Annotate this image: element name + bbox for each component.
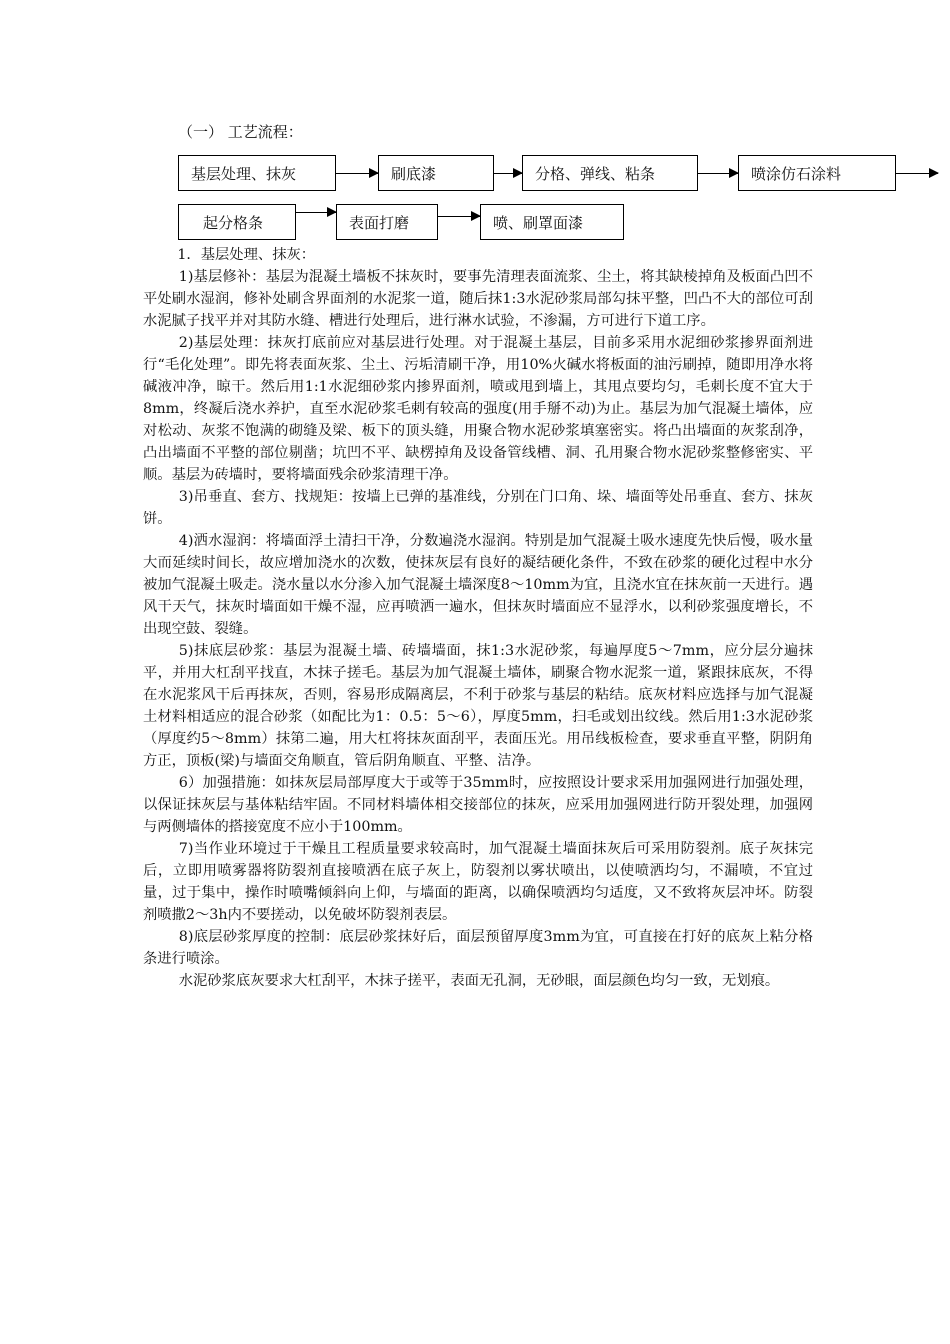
paragraph: 6）加强措施：如抹灰层局部厚度大于或等于35mm时，应按照设计要求采用加强网进行加强处理，以保证抹灰层与基体粘结牢固。不同材料墙体相交接部位的抹灰，应采用加强网进行防开裂处理，加强网与两侧墙体的搭接宽度不应小于100mm。: [143, 775, 813, 835]
paragraph: 水泥砂浆底灰要求大杠刮平，木抹子搓平，表面无孔洞，无砂眼，面层颜色均匀一致，无划痕。: [178, 973, 780, 989]
flow-arrow: [896, 173, 938, 174]
flow-step-2: 刷底漆: [378, 155, 494, 191]
process-flowchart: [0, 0, 950, 260]
flow-arrow: [698, 173, 738, 174]
flow-step-7: 喷、刷罩面漆: [480, 204, 624, 240]
section-title: （一） 工艺流程：: [178, 123, 303, 141]
flow-arrow: [438, 216, 480, 217]
subsection-heading: 1．基层处理、抹灰：: [177, 247, 316, 263]
paragraph: 2)基层处理：抹灰打底前应对基层进行处理。对于混凝土基层，目前多采用水泥细砂浆掺界面剂进行“毛化处理”。即先将表面灰浆、尘土、污垢清刷干净，用10%火碱水将板面的油污刷掉，随即用净水将碱液冲净，晾干。然后用1:1水泥细砂浆内掺界面剂，喷或甩到墙上，其甩点要均匀，毛刺长度不宜大于8mm，终凝后浇水养护，直至水泥砂浆毛刺有较高的强度(用手掰不动)为止。基层为加气混凝土墙体，应对松动、灰浆不饱满的砌缝及梁、板下的顶头缝，用聚合物水泥砂浆填塞密实。将凸出墙面的灰浆刮净，凸出墙面不平整的部位剔凿；坑凹不平、缺楞掉角及设备管线槽、洞、孔用聚合物水泥砂浆整修密实、平顺。基层为砖墙时，要将墙面残余砂浆清理干净。: [143, 335, 813, 483]
paragraph: 4)洒水湿润：将墙面浮土清扫干净，分数遍浇水湿润。特别是加气混凝土吸水速度先快后慢，吸水量大而延续时间长，故应增加浇水的次数，使抹灰层有良好的凝结硬化条件，不致在砂浆的硬化过程中水分被加气混凝土吸走。浇水量以水分渗入加气混凝土墙深度8～10mm为宜，且浇水宜在抹灰前一天进行。遇风干天气，抹灰时墙面如干燥不湿，应再喷洒一遍水，但抹灰时墙面应不显浮水，以利砂浆强度增长，不出现空鼓、裂缝。: [143, 533, 813, 637]
flow-step-1: 基层处理、抹灰: [178, 155, 336, 191]
document-body: [143, 244, 813, 992]
paragraph: 1)基层修补：基层为混凝土墙板不抹灰时，要事先清理表面流浆、尘土，将其缺棱掉角及板面凸凹不平处刷水湿润，修补处刷含界面剂的水泥浆一道，随后抹1:3水泥砂浆局部勾抹平整，凹凸不大的部位可刮水泥腻子找平并对其防水缝、槽进行处理后，进行淋水试验，不渗漏，方可进行下道工序。: [143, 269, 813, 329]
flow-arrow: [336, 173, 378, 174]
flow-arrow: [494, 173, 522, 174]
flow-step-6: 表面打磨: [336, 204, 438, 240]
paragraph: 8)底层砂浆厚度的控制：底层砂浆抹好后，面层预留厚度3mm为宜，可直接在打好的底灰上粘分格条进行喷涂。: [143, 929, 813, 967]
flow-step-3: 分格、弹线、粘条: [522, 155, 698, 191]
paragraph: 3)吊垂直、套方、找规矩：按墙上已弹的基准线，分别在门口角、垛、墙面等处吊垂直、套方、抹灰饼。: [143, 489, 813, 527]
paragraph: 5)抹底层砂浆：基层为混凝土墙、砖墙墙面，抹1:3水泥砂浆，每遍厚度5～7mm，应分层分遍抹平，并用大杠刮平找直，木抹子搓毛。基层为加气混凝土墙体，刷聚合物水泥浆一道，紧跟抹底灰，不得在水泥浆风干后再抹灰，否则，容易形成隔离层，不利于砂浆与基层的粘结。底灰材料应选择与加气混凝土材料相适应的混合砂浆（如配比为1：0.5：5～6），厚度5mm，扫毛或划出纹线。然后用1:3水泥砂浆（厚度约5～8mm）抹第二遍，用大杠将抹灰面刮平，表面压光。用吊线板检查，要求垂直平整，阴阴角方正，顶板(梁)与墙面交角顺直，管后阴角顺直、平整、洁净。: [143, 643, 813, 769]
paragraph: 7)当作业环境过于干燥且工程质量要求较高时，加气混凝土墙面抹灰后可采用防裂剂。底子灰抹完后，立即用喷雾器将防裂剂直接喷洒在底子灰上，防裂剂以雾状喷出，以使喷洒均匀，不漏喷，不宜过量，过于集中，操作时喷嘴倾斜向上仰，与墙面的距离，以确保喷洒均匀适度，又不致将灰层冲坏。防裂剂喷撒2～3h内不要搓动，以免破坏防裂剂表层。: [143, 841, 813, 923]
flow-arrow: [296, 212, 336, 213]
flow-step-4: 喷涂仿石涂料: [738, 155, 896, 191]
flow-step-5: 起分格条: [178, 204, 296, 240]
